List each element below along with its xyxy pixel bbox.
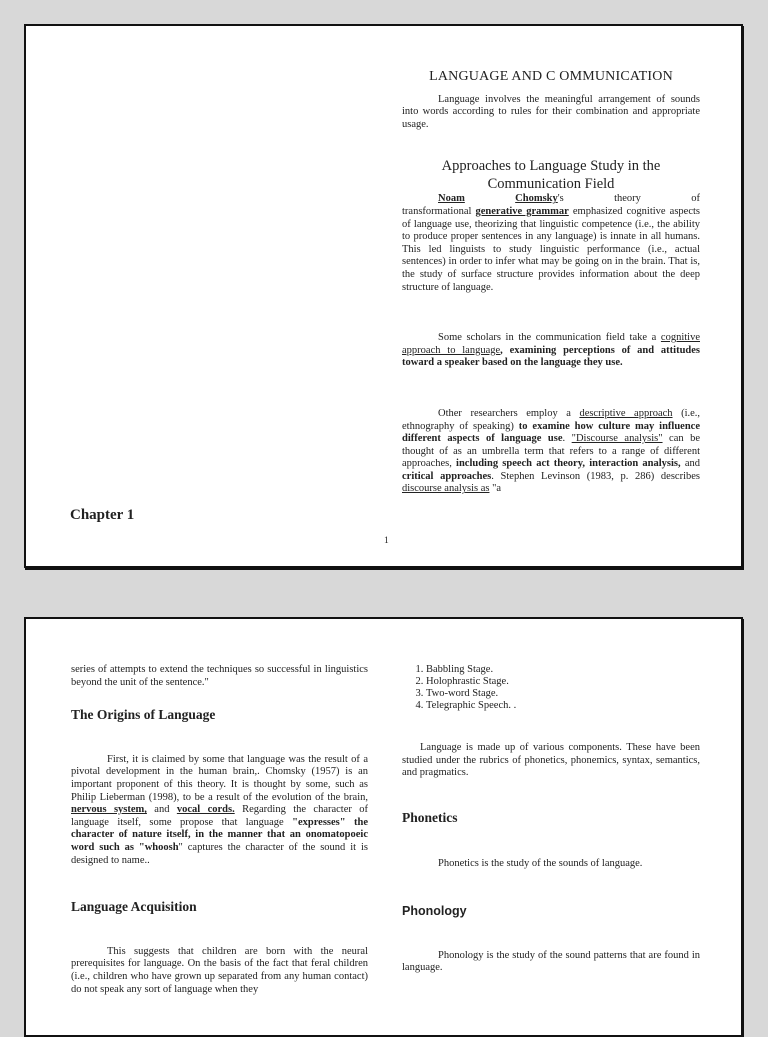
stages-list [402, 664, 700, 712]
generative-grammar-link[interactable]: generative grammar [475, 205, 569, 217]
nervous-system-link[interactable]: nervous system, [71, 804, 147, 816]
chomsky-pre: transformational [402, 205, 472, 217]
origins-heading: The Origins of Language [71, 707, 216, 723]
discourse-mid1: (i.e., ethnography of speaking) [402, 407, 701, 432]
cognitive-paragraph [402, 332, 700, 370]
phonology-paragraph: Phonology is the study of the sound patterns that are found in language. [402, 949, 700, 974]
page-number: 1 [384, 536, 389, 546]
list-item: 4. Telegraphic Speech. . [426, 700, 700, 712]
document-page-1 [24, 24, 743, 568]
intro-paragraph: Language involves the meaningful arrangement of sounds into words according to rules for their combination and appropriate usage. [402, 93, 700, 130]
chomsky-body: emphasized cognitive aspects of language use, theorizing that linguistic competence (i.e., the ability to produce proper sentences in any language) is innate in all humans. This led linguists to study linguistic performance (i.e., actual sentences) in order to infer what may be going on in the brain. That is, the study of surface structure provides information about the deep structure of language. [402, 205, 700, 293]
discourse-bold1: to examine how culture may influence different aspects of language use [402, 420, 700, 445]
origins-text4: " captures the character of the sound it is designed to name.. [71, 841, 368, 866]
discourse-analysis-as-link[interactable]: discourse analysis as [402, 483, 490, 495]
document-page-2 [24, 617, 743, 1037]
word-of: of [691, 193, 700, 205]
list-item: 2. Holophrastic Stage. [426, 676, 700, 688]
discourse-mid3: can be thought of as an umbrella term that refers to a range of different approaches, [402, 433, 701, 470]
page2-left-column [71, 664, 368, 996]
cognitive-bold: , examining perceptions of and attitudes toward a speaker based on the language they use. [402, 344, 700, 369]
page1-right-column [402, 71, 700, 496]
discourse-pre: Other researchers employ a [438, 407, 580, 419]
discourse-mid5: . Stephen Levinson (1983, p. 286) describes [491, 470, 700, 482]
components-paragraph: Language is made up of various components. These have been studied under the rubrics of phonetics, phonemics, syntax, semantics, and pragmatics. [402, 742, 700, 779]
discourse-end: "a [489, 483, 502, 495]
page-title: LANGUAGE AND C OMMUNICATION [429, 69, 673, 84]
approaches-heading: Approaches to Language Study in the Communication Field [441, 158, 661, 193]
chomsky-paragraph [402, 193, 700, 294]
descriptive-approach-link[interactable]: descriptive approach [579, 407, 673, 419]
chomsky-first-name-link[interactable]: Noam [438, 193, 465, 205]
origins-text3: Regarding the character of language itself, some propose that language [71, 804, 369, 828]
origins-paragraph [71, 754, 368, 867]
origins-bold-quote: "expresses" the character of nature itself, in the manner that an onomatopoeic word such as "whoosh [71, 816, 368, 853]
discourse-paragraph [402, 408, 700, 496]
discourse-bold3: critical approaches [402, 470, 492, 482]
chapter-label: Chapter 1 [70, 507, 135, 523]
phonology-heading: Phonology [402, 903, 467, 918]
cognitive-approach-link[interactable]: cognitive approach to language [402, 332, 700, 356]
chomsky-possessive: 's [557, 193, 564, 205]
list-item: 1. Babbling Stage. [426, 664, 700, 676]
phonetics-heading: Phonetics [402, 809, 458, 825]
origins-text1: First, it is claimed by some that language was the result of a pivotal development in the human brain,. Chomsky (1957) is an important proponent of this theory. It is thought by some, such as Philip Lieberman (1998), to be a result of the evolution of the brain, [71, 753, 368, 803]
vocal-cords-link[interactable]: vocal cords. [176, 804, 235, 816]
acquisition-heading: Language Acquisition [71, 899, 197, 915]
continuation-paragraph: series of attempts to extend the techniques so successful in linguistics beyond the unit of the sentence." [71, 664, 368, 688]
list-item: 3. Two-word Stage. [426, 688, 700, 700]
cognitive-pre: Some scholars in the communication field take a [438, 332, 661, 344]
discourse-bold2: including speech act theory, interaction analysis, [456, 458, 681, 470]
origins-text2: and [146, 804, 177, 816]
chomsky-last-name-link[interactable]: Chomsky [515, 193, 558, 205]
discourse-mid4: and [680, 458, 700, 470]
word-theory: theory [614, 193, 641, 205]
discourse-analysis-link[interactable]: "Discourse analysis" [571, 433, 663, 445]
acquisition-paragraph: This suggests that children are born with the neural prerequisites for language. On the basis of the fact that feral children (i.e., children who have grown up separated from any human contact) do not speak any sort of language when they [71, 945, 368, 995]
page2-right-column [402, 664, 700, 975]
discourse-mid2: . [562, 433, 572, 445]
phonetics-paragraph: Phonetics is the study of the sounds of language. [438, 858, 643, 870]
